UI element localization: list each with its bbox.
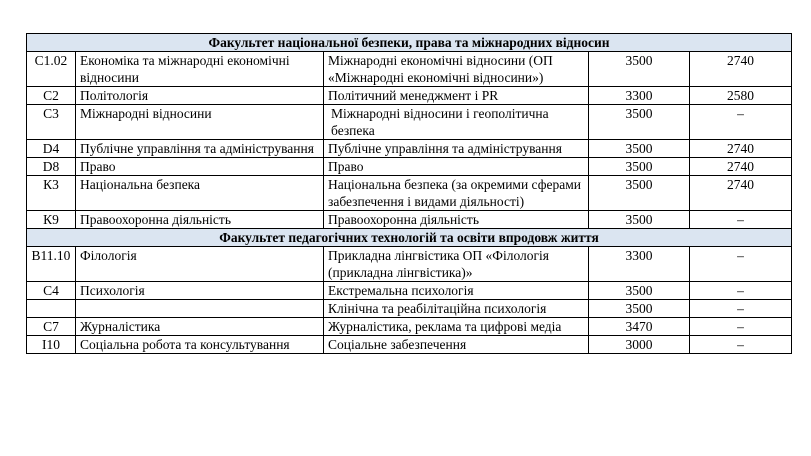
program-name: Журналістика, реклама та цифрові медіа [324,318,589,336]
price-b: – [690,300,792,318]
specialty-code: С4 [27,282,76,300]
price-b: – [690,211,792,229]
price-a: 3500 [589,300,690,318]
program-name: Міжнародні економічні відносини (ОП «Міжнародні економічні відносини») [324,52,589,87]
price-a: 3500 [589,282,690,300]
specialty-name: Політологія [76,87,324,105]
table-row [27,282,792,300]
specialty-name: Філологія [76,247,324,282]
specialty-name [76,300,324,318]
faculty-title: Факультет педагогічних технологій та освіти впродовж життя [27,229,792,247]
program-name: Право [324,158,589,176]
specialty-name: Публічне управління та адміністрування [76,140,324,158]
program-name: Прикладна лінгвістика ОП «Філологія (прикладна лінгвістика)» [324,247,589,282]
price-a: 3500 [589,52,690,87]
program-name: Політичний менеджмент і PR [324,87,589,105]
specialty-code: І10 [27,336,76,354]
specialty-name: Психологія [76,282,324,300]
price-b: 2740 [690,176,792,211]
program-name: Національна безпека (за окремими сферами забезпечення і видами діяльності) [324,176,589,211]
price-a: 3500 [589,158,690,176]
specialty-code: D8 [27,158,76,176]
program-name: Соціальне забезпечення [324,336,589,354]
price-a: 3000 [589,336,690,354]
program-name: Публічне управління та адміністрування [324,140,589,158]
price-b: 2740 [690,52,792,87]
price-a: 3470 [589,318,690,336]
table-row [27,158,792,176]
specialty-code: C1.02 [27,52,76,87]
table-row [27,52,792,87]
table-row [27,211,792,229]
specialty-name: Економіка та міжнародні економічні відносини [76,52,324,87]
price-b: – [690,282,792,300]
specialty-name: Національна безпека [76,176,324,211]
price-b: – [690,105,792,140]
specialty-code [27,300,76,318]
specialty-name: Соціальна робота та консультування [76,336,324,354]
faculty-header-row [27,229,792,247]
price-a: 3500 [589,176,690,211]
price-b: – [690,247,792,282]
table-row [27,300,792,318]
price-b: 2740 [690,140,792,158]
faculty-header-row [27,34,792,52]
price-a: 3500 [589,211,690,229]
specialty-code: С7 [27,318,76,336]
price-a: 3500 [589,140,690,158]
specialty-name: Журналістика [76,318,324,336]
faculty-title: Факультет національної безпеки, права та міжнародних відносин [27,34,792,52]
table-row [27,336,792,354]
tuition-table [26,33,792,354]
specialty-code: C3 [27,105,76,140]
table-row [27,87,792,105]
program-name: Правоохоронна діяльність [324,211,589,229]
price-a: 3300 [589,247,690,282]
price-a: 3500 [589,105,690,140]
price-b: – [690,336,792,354]
program-name: Екстремальна психологія [324,282,589,300]
specialty-name: Правоохоронна діяльність [76,211,324,229]
specialty-name: Право [76,158,324,176]
specialty-code: К9 [27,211,76,229]
table-row [27,140,792,158]
price-b: – [690,318,792,336]
table-row [27,105,792,140]
price-b: 2740 [690,158,792,176]
specialty-code: К3 [27,176,76,211]
table-row [27,176,792,211]
specialty-code: D4 [27,140,76,158]
specialty-name: Міжнародні відносини [76,105,324,140]
table-row [27,318,792,336]
price-b: 2580 [690,87,792,105]
specialty-code: C2 [27,87,76,105]
specialty-code: В11.10 [27,247,76,282]
program-name: Міжнародні відносини і геополітична безпека [324,105,589,140]
table-row [27,247,792,282]
program-name: Клінічна та реабілітаційна психологія [324,300,589,318]
price-a: 3300 [589,87,690,105]
